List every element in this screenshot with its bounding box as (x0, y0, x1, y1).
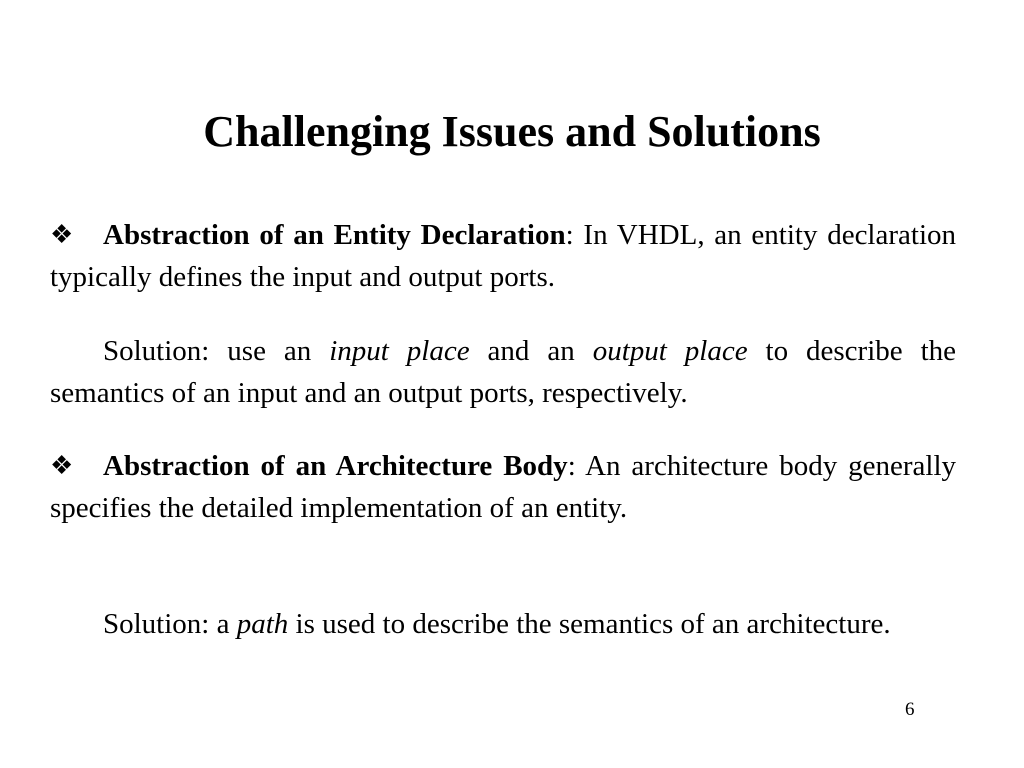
solution-suffix: is used to describe the semantics of an architecture. (288, 608, 891, 640)
solution-prefix: Solution: use an (103, 335, 330, 367)
solution-entity-declaration (50, 330, 956, 414)
diamond-bullet-icon: ❖ (50, 220, 74, 249)
bullet-term: Abstraction of an Architecture Body (103, 450, 568, 482)
page-number: 6 (905, 699, 915, 720)
solution-prefix: Solution: a (103, 608, 237, 640)
bullet-separator: : (565, 219, 574, 251)
bullet-text: An architecture body generally specifies the detailed implementation of an entity. (50, 450, 956, 524)
solution-emphasis-output-place: output place (592, 335, 748, 367)
solution-mid: and an (469, 335, 593, 367)
bullet-term: Abstraction of an Entity Declaration (103, 219, 566, 251)
bullet-architecture-body (50, 445, 956, 529)
solution-emphasis-input-place: input place (329, 335, 470, 367)
slide-title: Challenging Issues and Solutions (203, 107, 821, 156)
solution-architecture-body (50, 603, 956, 645)
bullet-entity-declaration (50, 214, 956, 298)
diamond-bullet-icon: ❖ (50, 451, 74, 480)
bullet-text: In VHDL, an entity declaration typically defines the input and output ports. (50, 219, 957, 293)
solution-emphasis-path: path (236, 608, 289, 640)
bullet-separator: : (567, 450, 576, 482)
solution-suffix: to describe the semantics of an input and an output ports, respectively. (50, 335, 957, 409)
